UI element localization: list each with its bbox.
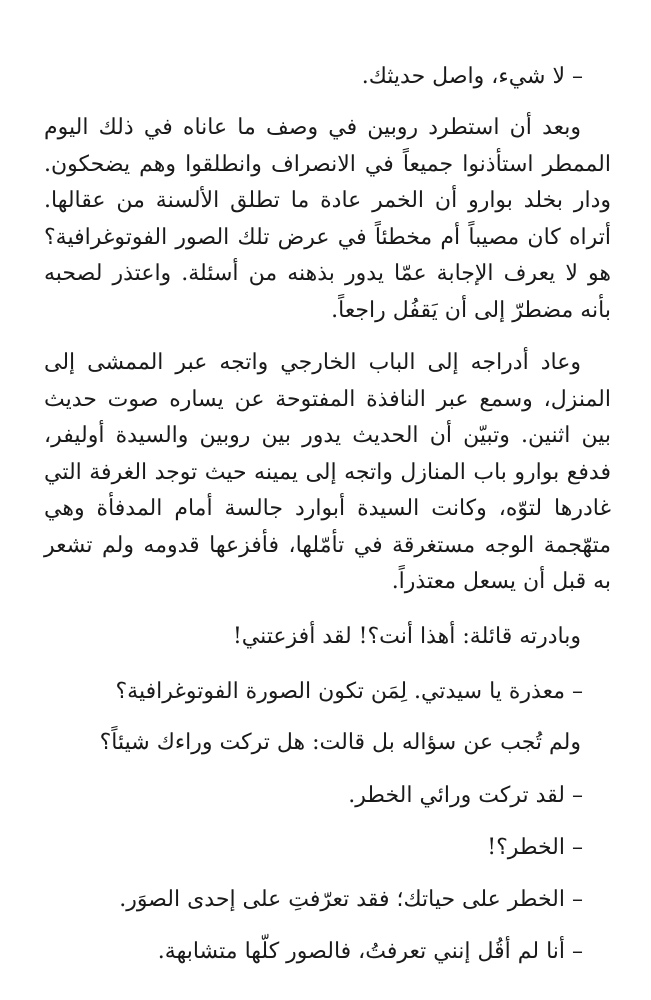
dialogue-line: – أنا لم أقُل إنني تعرفتُ، فالصور كلّها متشابهة. [157,939,583,964]
narrative-paragraph: وعاد أدراجه إلى الباب الخارجي واتجه عبر الممشى إلى المنزل، وسمع عبر النافذة المفتوحة عن يساره صوت حديث بين اثنين. وتبيّن أن الحديث يدور بين روبين والسيدة أوليفر، فدفع بوارو باب المنازل واتجه إلى يمينه حيث توجد الغرفة التي غادرها لتوّه، وكانت السيدة أبوارد جالسة أمام المدفأة وهي متهّجمة الوجه مستغرقة في تأمّلها، فأفزعها قدومه ولم تشعر به قبل أن يسعل معتذراً. [44,350,611,594]
dialogue-line: – معذرة يا سيدتي. لِمَن تكون الصورة الفوتوغرافية؟ [115,678,583,704]
dialogue-line: – لا شيء، واصل حديثك. [361,64,583,89]
narrative-paragraph: وبعد أن استطرد روبين في وصف ما عاناه في ذلك اليوم الممطر استأذنوا جميعاً في الانصراف وانطلقوا وهم يضحكون. ودار بخلد بوارو أن الخمر عادة ما تطلق الألسنة من عقالها. أتراه كان مصيباً أم مخطئاً في عرض تلك الصور الفوتوغرافية؟ هو لا يعرف الإجابة عمّا يدور بذهنه من أسئلة. واعتذر لصحبه بأنه مضطرّ إلى أن يَقفُل راجعاً. [44,115,611,323]
narrative-paragraph: ولم تُجب عن سؤاله بل قالت: هل تركت وراءك شيئاً؟ [99,729,581,755]
dialogue-line: – الخطر على حياتك؛ فقد تعرّفتِ على إحدى الصوَر. [119,887,583,912]
dialogue-line: – لقد تركت ورائي الخطر. [348,783,583,808]
dialogue-line: – الخطر؟! [487,835,583,860]
narrative-line: وبادرته قائلة: أهذا أنت؟! لقد أفزعتني! [232,623,581,649]
